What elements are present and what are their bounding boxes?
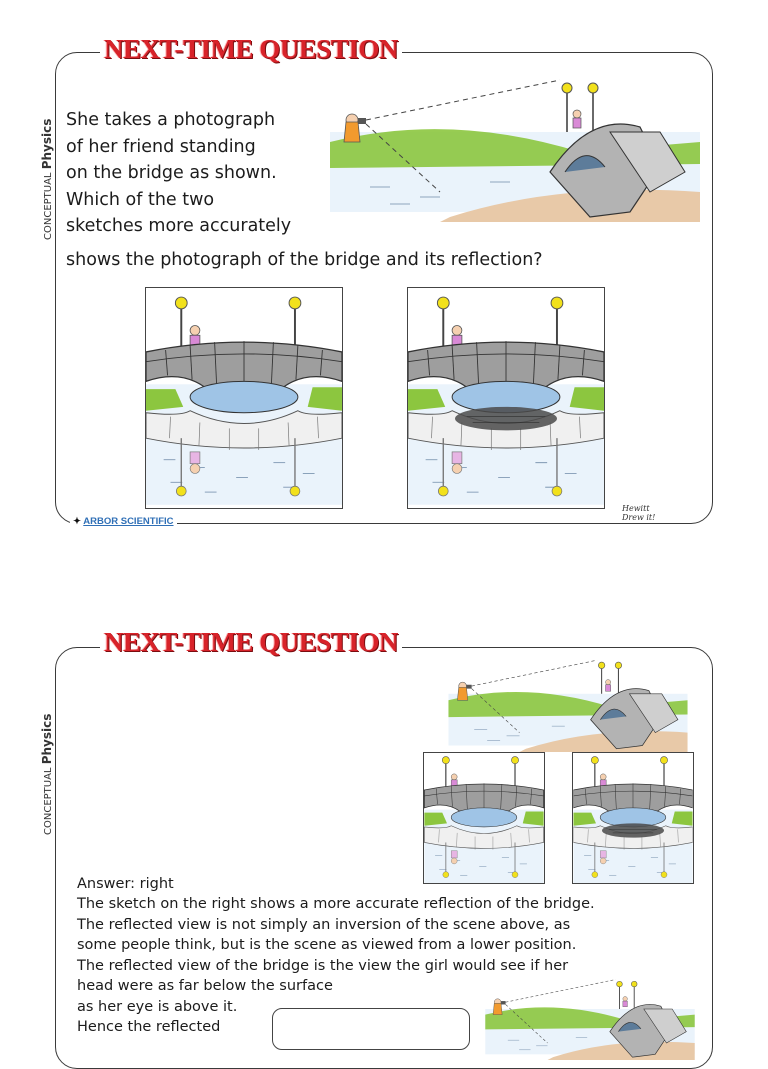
sketch-left[interactable]: [145, 287, 343, 509]
logo-text: ARBOR SCIENTIFIC: [83, 516, 174, 527]
logo-figure-icon: ✦: [73, 516, 81, 527]
panel-title: NEXT-TIME QUESTION: [100, 34, 402, 65]
question-last-line: shows the photograph of the bridge and its reflection?: [66, 250, 543, 270]
side-brand-prefix: CONCEPTUAL: [43, 767, 54, 835]
question-line: on the bridge as shown.: [66, 163, 277, 183]
side-brand-main: Physics: [40, 118, 54, 170]
question-line: sketches more accurately: [66, 216, 292, 236]
scene-illustration: [330, 72, 700, 222]
inset-diagram-box: [272, 1008, 470, 1050]
answer-line: Hence the reflected: [77, 1019, 221, 1035]
answer-line: The sketch on the right shows a more accurate reflection of the bridge.: [77, 896, 595, 912]
answer-line: The reflected view is not simply an inversion of the scene above, as: [77, 916, 571, 933]
answer-line: as her eye is above it.: [77, 998, 238, 1015]
arbor-scientific-logo: [70, 516, 177, 527]
question-text: [66, 107, 291, 240]
answer-line: The reflected view of the bridge is the view the girl would see if her: [77, 957, 569, 974]
side-brand-label: [40, 119, 54, 240]
question-line: Which of the two: [66, 189, 215, 210]
sketch-right[interactable]: [407, 287, 605, 509]
signature-line: Drew it!: [622, 513, 656, 522]
scene-illustration-small: [448, 655, 688, 752]
sketch-right-small: [572, 752, 694, 884]
sketch-left-small: [423, 752, 545, 884]
side-brand-label: [40, 714, 54, 835]
panel-title: NEXT-TIME QUESTION: [100, 627, 402, 658]
question-line: She takes a photograph: [66, 110, 276, 130]
answer-line: head were as far below the surface: [77, 978, 333, 994]
answer-line: some people think, but is the scene as viewed from a lower position.: [77, 937, 577, 953]
answer-title: Answer: right: [77, 876, 174, 892]
signature: [620, 504, 657, 522]
signature-line: Hewitt: [622, 504, 650, 513]
side-brand-prefix: CONCEPTUAL: [43, 172, 54, 240]
inset-scene: [485, 975, 695, 1060]
question-line: of her friend standing: [66, 136, 256, 157]
side-brand-main: Physics: [40, 713, 54, 765]
